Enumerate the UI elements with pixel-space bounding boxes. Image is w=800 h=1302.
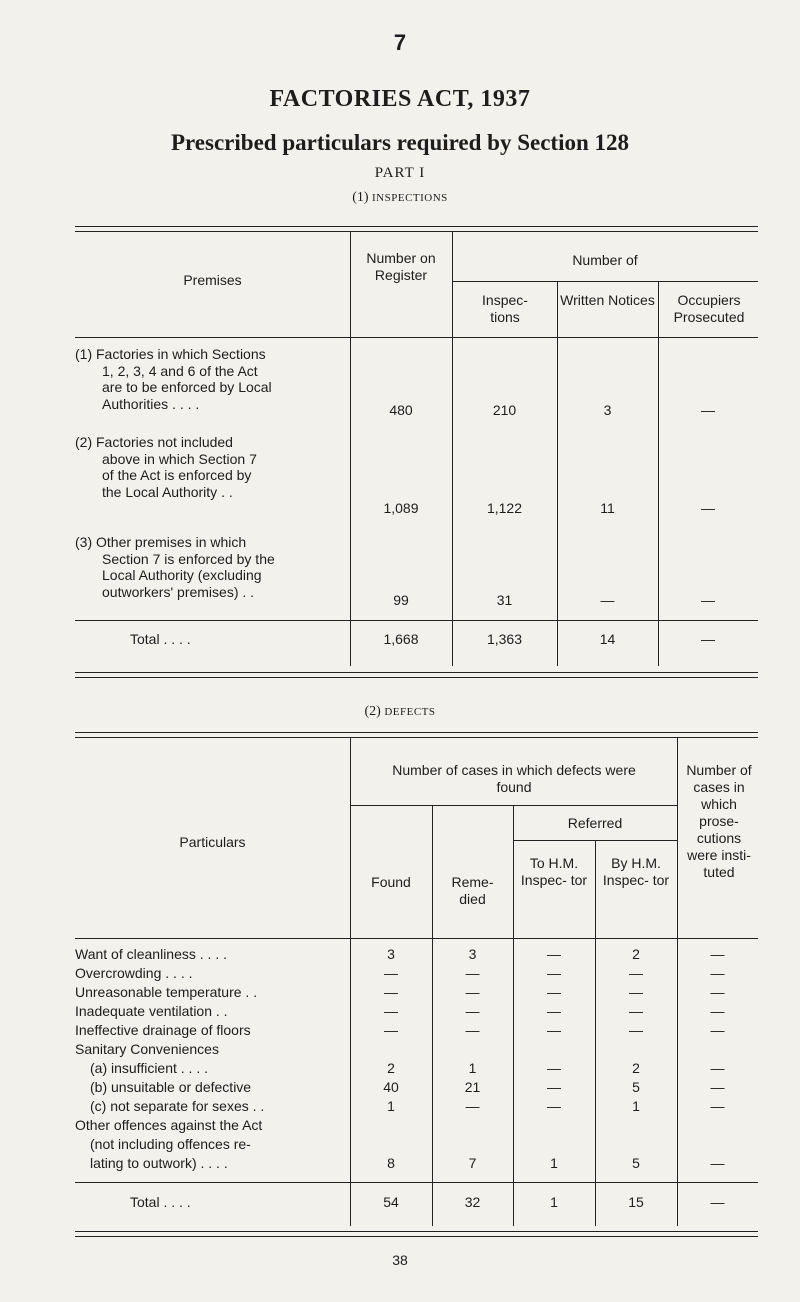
- header-rule: [513, 840, 677, 841]
- found-value: 1: [387, 1098, 395, 1114]
- found-value: —: [384, 984, 398, 1000]
- notices-value: 3: [603, 402, 612, 418]
- remedied-value: 3: [468, 946, 477, 962]
- header-referred: Referred: [567, 815, 623, 831]
- defects-heading-prefix: (2): [364, 704, 381, 719]
- label-line: outworkers' premises) . .: [102, 583, 255, 600]
- header-particulars: Particulars: [179, 834, 246, 850]
- inspections-value: 1,122: [486, 500, 523, 516]
- remedied-value: 7: [468, 1155, 477, 1171]
- header-rule: [350, 805, 677, 806]
- inspections-row-label: [75, 434, 345, 500]
- page-number: 7: [393, 30, 407, 55]
- header-rule: [452, 281, 758, 282]
- header-written-notices: Written Notices: [560, 292, 655, 308]
- defect-label: Overcrowding . . . .: [75, 965, 193, 981]
- found-value: —: [384, 1003, 398, 1019]
- header-by-hm-inspector: By H.M. Inspec- tor: [602, 855, 670, 888]
- by-hm-value: —: [629, 984, 643, 1000]
- label-line: Section 7 is enforced by the: [102, 550, 275, 567]
- table-bottom-rule: [75, 1231, 758, 1237]
- defect-label: Want of cleanliness . . . .: [75, 946, 227, 962]
- by-hm-value: 2: [632, 946, 640, 962]
- prosecuted-value: —: [701, 592, 715, 608]
- defect-label: Inadequate ventilation . .: [75, 1003, 228, 1019]
- table-bottom-rule: [75, 672, 758, 678]
- footer-page-number: 38: [392, 1252, 408, 1268]
- header-number-on-register: Number on Register: [366, 250, 436, 283]
- found-value: 3: [387, 946, 395, 962]
- header-premises: Premises: [183, 272, 242, 288]
- register-value: 1,089: [383, 500, 419, 516]
- by-hm-value: 5: [632, 1155, 640, 1171]
- defect-label: lating to outwork) . . . .: [90, 1155, 228, 1171]
- label-line: the Local Authority . .: [102, 483, 233, 500]
- inspections-heading-prefix: (1): [352, 190, 369, 205]
- found-value: 40: [383, 1079, 399, 1095]
- to-hm-value: 1: [550, 1155, 558, 1171]
- header-prosecutions: Number of cases in which prose- cutions were insti- tuted: [686, 762, 752, 880]
- total-rule: [75, 620, 758, 621]
- col-divider: [658, 282, 659, 666]
- label-line: (2) Factories not included: [75, 434, 233, 450]
- defect-label: Sanitary Conveniences: [75, 1041, 219, 1057]
- inspections-value: 210: [492, 402, 517, 418]
- register-value: 480: [389, 402, 413, 418]
- part-heading: PART I: [374, 165, 426, 181]
- total-label: Total . . . .: [130, 631, 191, 647]
- by-hm-value: —: [629, 965, 643, 981]
- label-line: are to be enforced by Local: [102, 379, 272, 395]
- label-line: of the Act is enforced by: [102, 467, 252, 483]
- prosecutions-value: —: [710, 1022, 725, 1038]
- table-top-rule: [75, 732, 758, 738]
- inspections-row-label: [75, 346, 345, 412]
- inspections-row-label: [75, 534, 345, 600]
- header-remedied: Reme- died: [451, 874, 494, 907]
- label-line: above in which Section 7: [102, 450, 257, 467]
- total-notices: 14: [599, 631, 616, 647]
- found-value: —: [384, 965, 398, 981]
- header-bottom-rule: [75, 938, 758, 939]
- defect-label: Unreasonable temperature . .: [75, 984, 258, 1000]
- header-found: Found: [371, 874, 411, 890]
- prosecutions-value: —: [710, 1079, 725, 1095]
- by-hm-value: 1: [632, 1098, 640, 1114]
- prosecutions-value: —: [710, 965, 725, 981]
- notices-value: —: [600, 592, 615, 608]
- remedied-value: —: [465, 984, 480, 1000]
- total-register: 1,668: [383, 631, 419, 647]
- defects-heading-text: DEFECTS: [384, 706, 436, 718]
- header-cases-found: Number of cases in which defects were found: [392, 762, 636, 795]
- label-line: (3) Other premises in which: [75, 534, 247, 550]
- defect-label: (a) insufficient . . . .: [90, 1060, 209, 1076]
- col-divider: [557, 282, 558, 666]
- by-hm-value: —: [629, 1003, 643, 1019]
- remedied-value: —: [465, 1022, 480, 1038]
- total-remedied: 32: [464, 1194, 481, 1210]
- header-number-of: Number of: [572, 252, 638, 268]
- label-line: (1) Factories in which Sections: [75, 346, 266, 362]
- inspections-value: 31: [496, 592, 513, 608]
- to-hm-value: —: [547, 965, 561, 981]
- prosecutions-value: —: [710, 1003, 725, 1019]
- header-bottom-rule: [75, 337, 758, 338]
- found-value: 8: [387, 1155, 395, 1171]
- remedied-value: —: [465, 1003, 480, 1019]
- prosecutions-value: —: [710, 946, 725, 962]
- defect-label: (c) not separate for sexes . .: [90, 1098, 265, 1114]
- defect-label: (not including offences re-: [90, 1136, 251, 1152]
- remedied-value: —: [465, 1098, 480, 1114]
- total-prosecuted: —: [701, 631, 715, 647]
- total-label: Total . . . .: [130, 1194, 191, 1210]
- remedied-value: 21: [464, 1079, 481, 1095]
- total-to-hm: 1: [550, 1194, 558, 1210]
- prosecuted-value: —: [701, 402, 715, 418]
- remedied-value: —: [465, 965, 480, 981]
- defect-label: Ineffective drainage of floors: [75, 1022, 251, 1038]
- register-value: 99: [393, 592, 409, 608]
- by-hm-value: 5: [632, 1079, 640, 1095]
- label-line: Local Authority (excluding: [102, 567, 262, 583]
- to-hm-value: —: [547, 1060, 561, 1076]
- prosecuted-value: —: [701, 500, 715, 516]
- to-hm-value: —: [547, 1079, 561, 1095]
- header-to-hm-inspector: To H.M. Inspec- tor: [520, 855, 588, 888]
- to-hm-value: —: [547, 946, 561, 962]
- header-inspections: Inspec- tions: [482, 292, 528, 325]
- prosecutions-value: —: [710, 1155, 725, 1171]
- label-line: 1, 2, 3, 4 and 6 of the Act: [102, 362, 258, 379]
- table-top-rule: [75, 226, 758, 232]
- col-divider: [677, 738, 678, 1226]
- inspections-heading-text: INSPECTIONS: [372, 192, 448, 204]
- to-hm-value: —: [547, 1022, 561, 1038]
- total-by-hm: 15: [628, 1194, 644, 1210]
- col-divider: [350, 738, 351, 1226]
- label-line: Authorities . . . .: [102, 395, 200, 412]
- page-title: FACTORIES ACT, 1937: [269, 86, 531, 112]
- defect-label: Other offences against the Act: [75, 1117, 263, 1133]
- total-inspections: 1,363: [486, 631, 523, 647]
- remedied-value: 1: [468, 1060, 477, 1076]
- to-hm-value: —: [547, 984, 561, 1000]
- defects-heading: [0, 704, 800, 720]
- inspections-heading: [0, 190, 800, 206]
- prosecutions-value: —: [710, 1060, 725, 1076]
- by-hm-value: —: [629, 1022, 643, 1038]
- page-subtitle: Prescribed particulars required by Section 128: [170, 130, 630, 155]
- total-prosecutions: —: [710, 1194, 725, 1210]
- total-found: 54: [383, 1194, 399, 1210]
- header-occupiers-prosecuted: Occupiers Prosecuted: [673, 292, 745, 325]
- notices-value: 11: [600, 500, 615, 516]
- total-rule: [75, 1182, 758, 1183]
- by-hm-value: 2: [632, 1060, 640, 1076]
- defect-label: (b) unsuitable or defective: [90, 1079, 252, 1095]
- found-value: —: [384, 1022, 398, 1038]
- to-hm-value: —: [547, 1098, 561, 1114]
- prosecutions-value: —: [710, 984, 725, 1000]
- prosecutions-value: —: [710, 1098, 725, 1114]
- to-hm-value: —: [547, 1003, 561, 1019]
- found-value: 2: [387, 1060, 395, 1076]
